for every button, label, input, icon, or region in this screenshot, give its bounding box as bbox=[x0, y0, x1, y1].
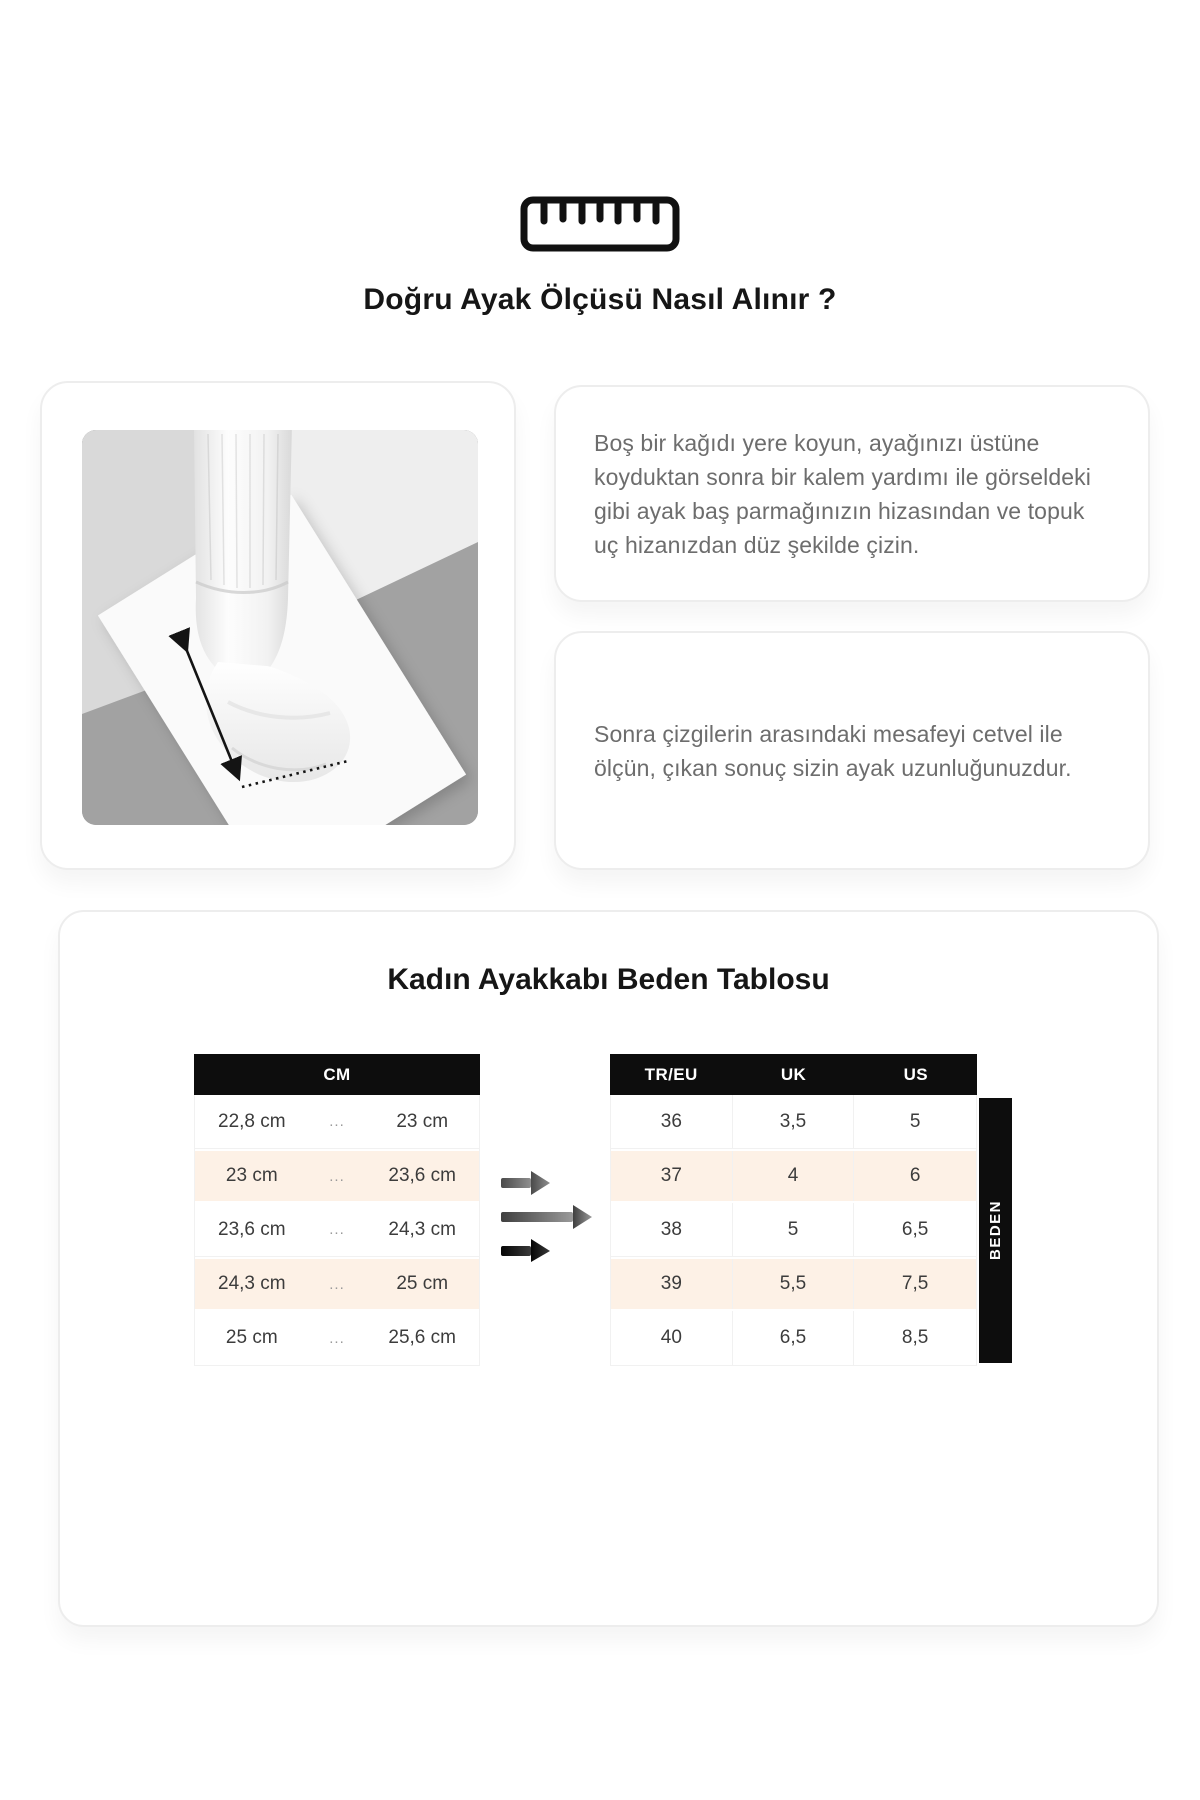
size-tr-eu: 38 bbox=[611, 1203, 733, 1256]
size-uk: 4 bbox=[733, 1151, 855, 1201]
cm-table-row bbox=[195, 1257, 479, 1311]
instruction-step-2-text: Sonra çizgilerin arasındaki mesafeyi cetvel ile ölçün, çıkan sonuç sizin ayak uzunluğunuzdur. bbox=[594, 720, 1072, 781]
page-header bbox=[0, 0, 1200, 317]
size-us: 6 bbox=[909, 1165, 921, 1186]
cm-from: 22,8 cm bbox=[218, 1110, 286, 1132]
cm-table-row bbox=[195, 1203, 479, 1257]
size-table-body bbox=[610, 1095, 977, 1366]
cm-table-row bbox=[195, 1149, 479, 1203]
cm-table-row bbox=[195, 1095, 479, 1149]
foot-measurement-photo-card bbox=[40, 381, 516, 870]
header-uk: UK bbox=[780, 1064, 807, 1084]
range-separator: ... bbox=[329, 1167, 345, 1185]
cm-table-header: CM bbox=[194, 1054, 480, 1095]
instruction-step-1-card bbox=[554, 385, 1150, 602]
cm-from: 23 cm bbox=[225, 1165, 278, 1186]
size-us: 7,5 bbox=[901, 1273, 929, 1294]
beden-side-label bbox=[979, 1098, 1012, 1363]
cm-to: 25 cm bbox=[396, 1273, 449, 1294]
size-us: 8,5 bbox=[901, 1327, 929, 1348]
size-tr-eu: 37 bbox=[611, 1151, 733, 1201]
page-title: Doğru Ayak Ölçüsü Nasıl Alınır ? bbox=[363, 283, 837, 316]
size-tr-eu: 40 bbox=[611, 1311, 733, 1365]
size-uk: 6,5 bbox=[733, 1311, 855, 1365]
size-uk: 5 bbox=[733, 1203, 855, 1256]
cm-table-row bbox=[195, 1311, 479, 1365]
range-separator: ... bbox=[329, 1113, 345, 1130]
foot-measurement-illustration bbox=[82, 430, 478, 825]
range-separator: ... bbox=[329, 1275, 345, 1293]
header-tr-eu: TR/EU bbox=[644, 1064, 698, 1084]
size-tr-eu: 39 bbox=[611, 1259, 733, 1309]
size-us: 5 bbox=[909, 1110, 921, 1132]
cm-to: 24,3 cm bbox=[388, 1218, 456, 1240]
size-table-row bbox=[611, 1203, 976, 1257]
ruler-icon bbox=[520, 196, 680, 257]
size-uk: 5,5 bbox=[733, 1259, 855, 1309]
size-table-panel bbox=[58, 910, 1159, 1627]
shoe-size-table bbox=[610, 1054, 977, 1366]
measurement-instructions-section bbox=[40, 381, 1160, 870]
size-table-row bbox=[611, 1311, 976, 1365]
range-separator: ... bbox=[329, 1221, 345, 1238]
cm-to: 23,6 cm bbox=[388, 1165, 456, 1186]
size-tables-row bbox=[60, 1054, 1157, 1366]
size-table-title: Kadın Ayakkabı Beden Tablosu bbox=[387, 963, 830, 996]
cm-from: 25 cm bbox=[225, 1327, 278, 1348]
header-us: US bbox=[903, 1064, 929, 1084]
cm-from: 23,6 cm bbox=[218, 1218, 286, 1240]
instruction-step-2-card bbox=[554, 631, 1150, 870]
cm-to: 23 cm bbox=[396, 1110, 449, 1132]
size-table-row bbox=[611, 1095, 976, 1149]
size-table-row bbox=[611, 1257, 976, 1311]
cm-range-table bbox=[194, 1054, 480, 1366]
transfer-arrows-icon bbox=[500, 1166, 594, 1262]
beden-label-text: BEDEN bbox=[987, 1200, 1004, 1261]
cm-from: 24,3 cm bbox=[218, 1273, 286, 1294]
instruction-cards-column bbox=[554, 385, 1150, 870]
cm-to: 25,6 cm bbox=[388, 1327, 456, 1348]
size-tr-eu: 36 bbox=[611, 1095, 733, 1148]
range-separator: ... bbox=[329, 1329, 345, 1347]
instruction-step-1-text: Boş bir kağıdı yere koyun, ayağınızı üstüne koyduktan sonra bir kalem yardımı ile görseldeki gibi ayak baş parmağınızın hizasından ve topuk uç hizanızdan düz şekilde çizin. bbox=[594, 429, 1091, 558]
size-table-row bbox=[611, 1149, 976, 1203]
size-table-header bbox=[610, 1054, 977, 1095]
cm-table-body bbox=[194, 1095, 480, 1366]
size-us: 6,5 bbox=[901, 1218, 929, 1240]
size-uk: 3,5 bbox=[733, 1095, 855, 1148]
